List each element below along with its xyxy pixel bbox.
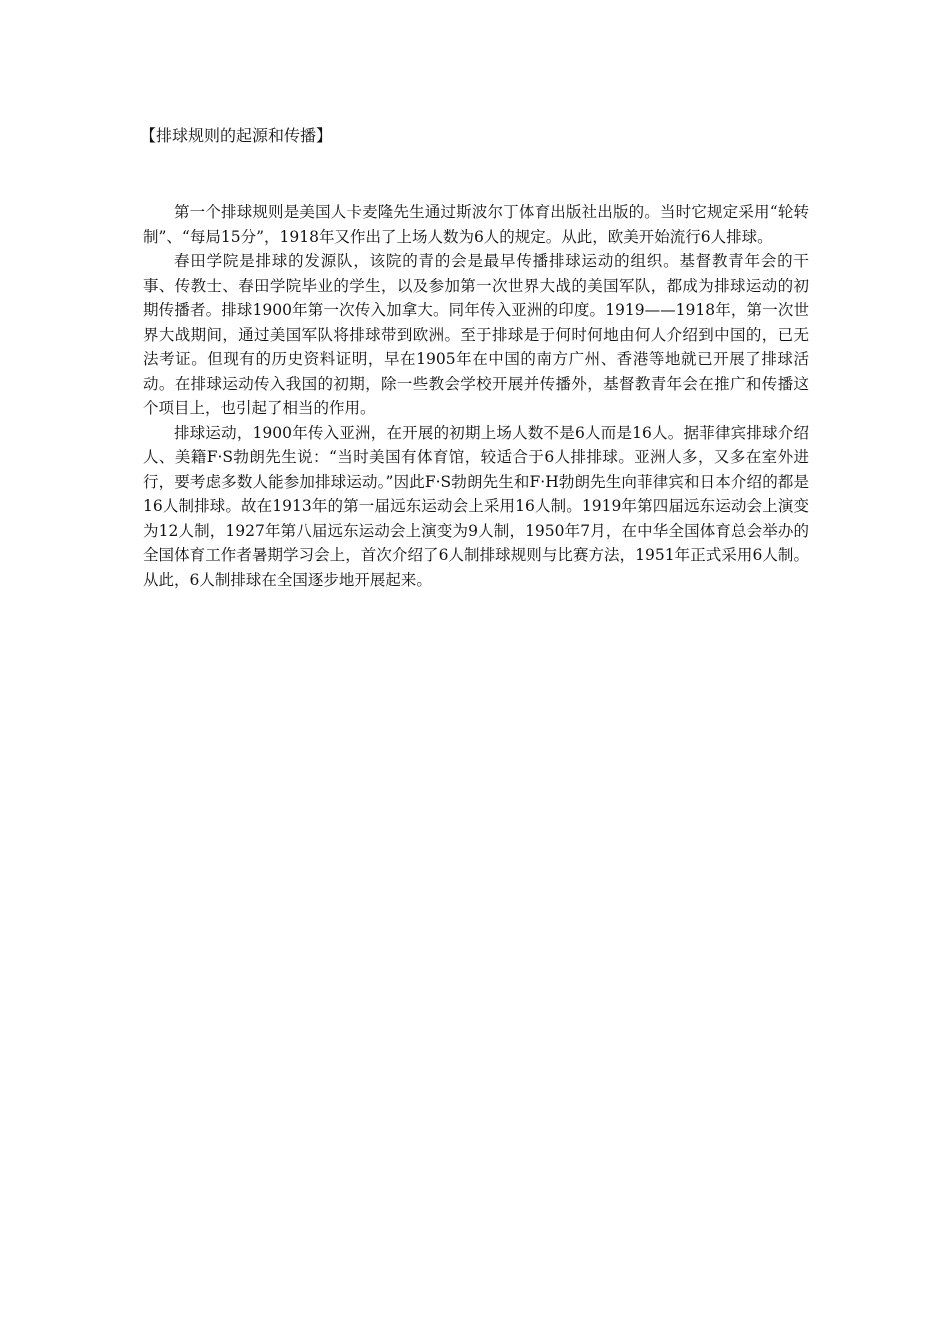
- paragraph-rules-origin: 第一个排球规则是美国人卡麦隆先生通过斯波尔丁体育出版社出版的。当时它规定采用“轮转制”、“每局15分”，1918年又作出了上场人数为6人的规定。从此，欧美开始流行6人排球。: [143, 203, 809, 246]
- paragraph-asia-development: 排球运动，1900年传入亚洲，在开展的初期上场人数不是6人而是16人。据菲律宾排球介绍人、美籍F·S勃朗先生说：“当时美国有体育馆，较适合于6人排排球。亚洲人多，又多在室外进行，要考虑多数人能参加排球运动。”因此F·S勃朗先生和F·H勃朗先生向菲律宾和日本介绍的都是16人制排球。故在1913年的第一届远东运动会上采用16人制。1919年第四届远东运动会上演变为12人制，1927年第八届远东运动会上演变为9人制，1950年7月，在中华全国体育总会举办的全国体育工作者暑期学习会上，首次介绍了6人制排球规则与比赛方法，1951年正式采用6人制。从此，6人制排球在全国逐步地开展起来。: [143, 423, 809, 589]
- document-body: [143, 200, 809, 592]
- paragraph-spread: 春田学院是排球的发源队，该院的青的会是最早传播排球运动的组织。基督教青年会的干事、传教士、春田学院毕业的学生，以及参加第一次世界大战的美国军队，都成为排球运动的初期传播者。排球1900年第一次传入加拿大。同年传入亚洲的印度。1919——1918年，第一次世界大战期间，通过美国军队将排球带到欧洲。至于排球是于何时何地由何人介绍到中国的，已无法考证。但现有的历史资料证明，早在1905年在中国的南方广州、香港等地就已开展了排球活动。在排球运动传入我国的初期，除一些教会学校开展并传播外，基督教青年会在推广和传播这个项目上，也引起了相当的作用。: [143, 252, 809, 417]
- document-title: 【排球规则的起源和传播】: [140, 126, 333, 145]
